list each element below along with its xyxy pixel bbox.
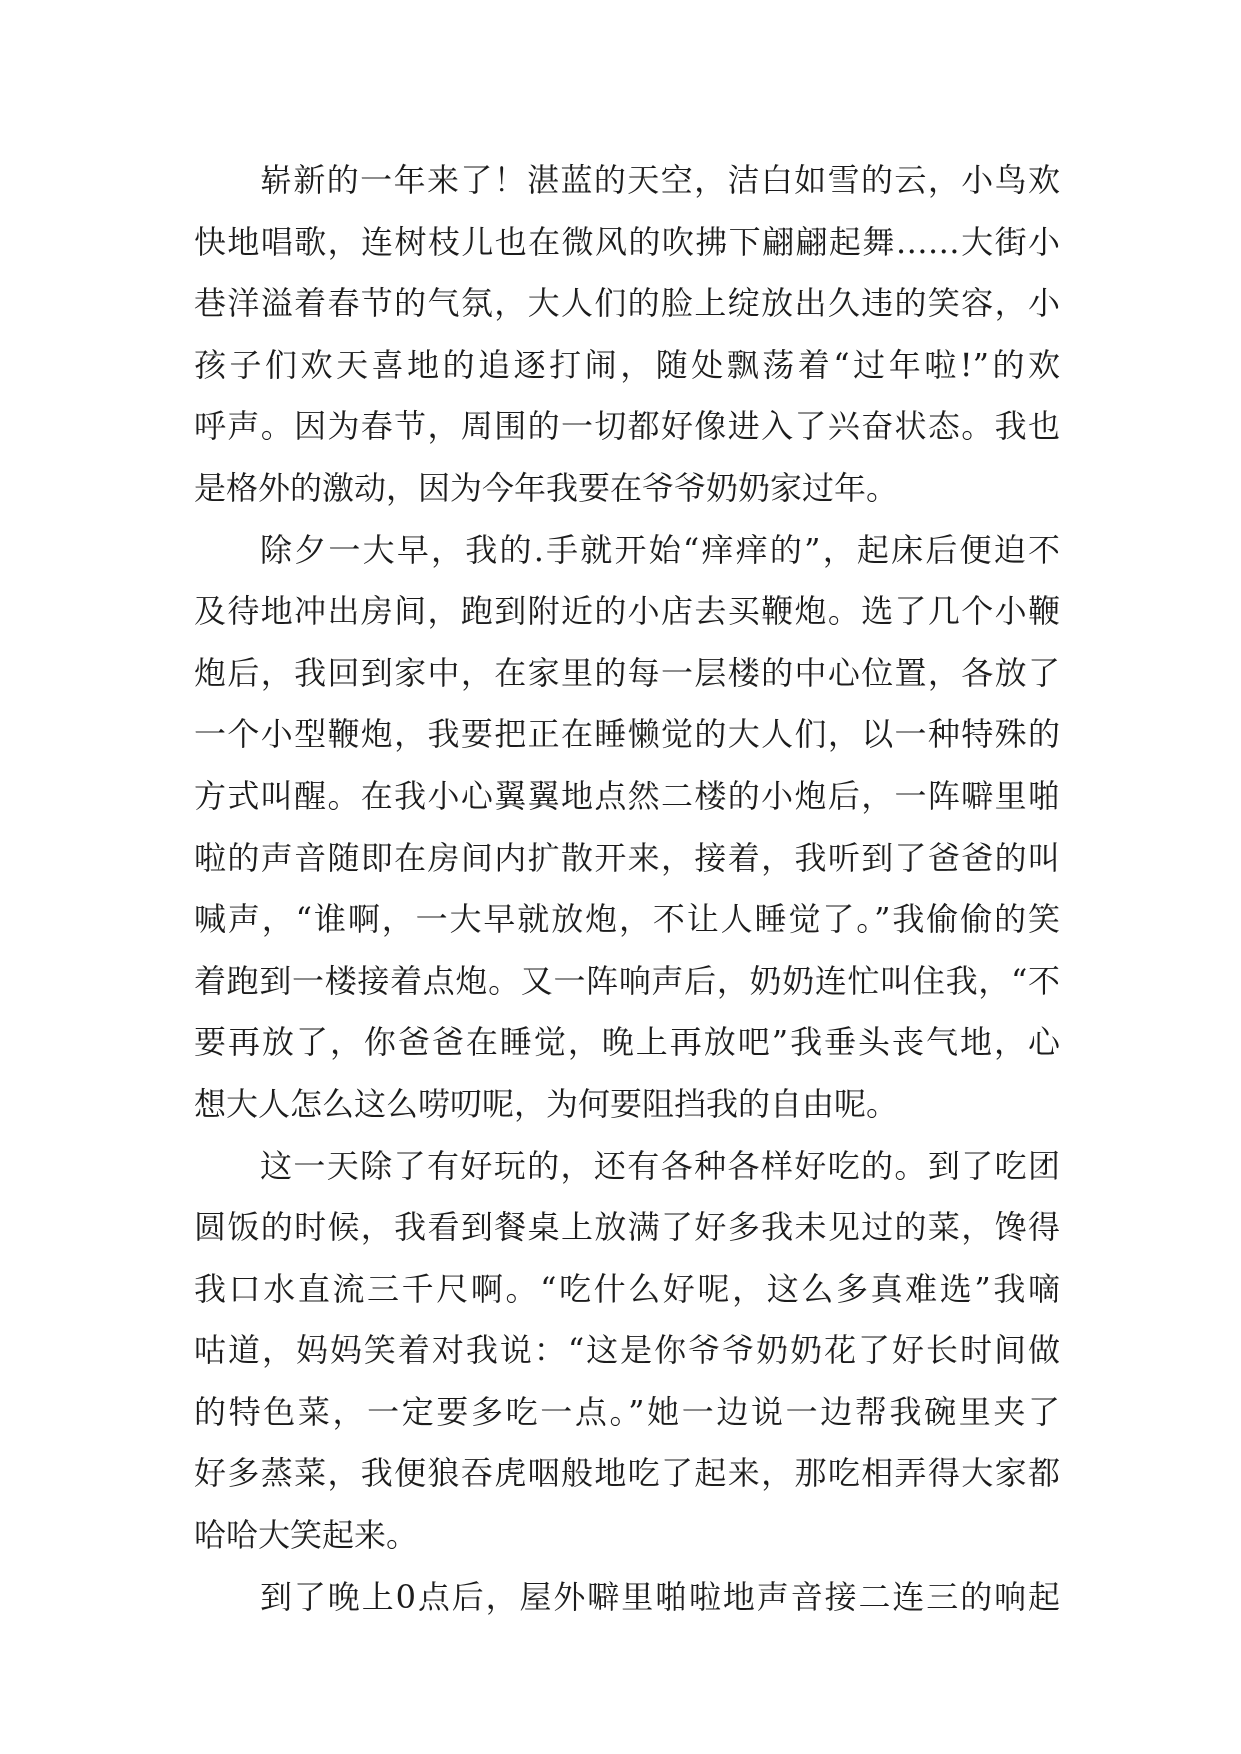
paragraph (194, 520, 1060, 1136)
text-line: 是格外的激动，因为今年我要在爷爷奶奶家过年。 (194, 468, 899, 507)
text-line: 及待地冲出房间，跑到附近的小店去买鞭炮。选了几个小鞭 (194, 592, 1060, 631)
text-line: 到了晚上0点后，屋外噼里啪啦地声音接二连三的响起 (260, 1577, 1060, 1616)
text-line: 一个小型鞭炮，我要把正在睡懒觉的大人们，以一种特殊的 (194, 715, 1060, 754)
text-line: 的特色菜，一定要多吃一点。”她一边说一边帮我碗里夹了 (194, 1392, 1060, 1431)
text-line: 咕道，妈妈笑着对我说：“这是你爷爷奶奶花了好长时间做 (194, 1331, 1060, 1370)
paragraph (194, 1136, 1060, 1567)
text-line: 除夕一大早，我的.手就开始“痒痒的”，起床后便迫不 (260, 530, 1060, 569)
text-line: 呼声。因为春节，周围的一切都好像进入了兴奋状态。我也 (194, 407, 1060, 446)
text-line: 这一天除了有好玩的，还有各种各样好吃的。到了吃团 (260, 1146, 1060, 1185)
text-line: 快地唱歌，连树枝儿也在微风的吹拂下翩翩起舞……大街小 (194, 222, 1060, 261)
text-line: 哈哈大笑起来。 (194, 1516, 419, 1555)
text-line: 喊声，“谁啊，一大早就放炮，不让人睡觉了。”我偷偷的笑 (194, 900, 1060, 939)
text-line: 啦的声音随即在房间内扩散开来，接着，我听到了爸爸的叫 (194, 838, 1060, 877)
text-line: 炮后，我回到家中，在家里的每一层楼的中心位置，各放了 (194, 653, 1060, 692)
text-line: 方式叫醒。在我小心翼翼地点然二楼的小炮后，一阵噼里啪 (194, 776, 1060, 815)
body-text (194, 150, 1060, 1628)
text-line: 想大人怎么这么唠叨呢，为何要阻挡我的自由呢。 (194, 1084, 899, 1123)
paragraph (194, 150, 1060, 520)
text-line: 好多蒸菜，我便狼吞虎咽般地吃了起来，那吃相弄得大家都 (194, 1454, 1060, 1493)
text-line: 巷洋溢着春节的气氛，大人们的脸上绽放出久违的笑容，小 (194, 284, 1060, 323)
text-line: 要再放了，你爸爸在睡觉，晚上再放吧”我垂头丧气地，心 (194, 1023, 1060, 1062)
paragraph (194, 1567, 1060, 1629)
text-line: 崭新的一年来了！湛蓝的天空，洁白如雪的云，小鸟欢 (260, 161, 1060, 199)
text-line: 着跑到一楼接着点炮。又一阵响声后，奶奶连忙叫住我，“不 (194, 961, 1060, 1000)
text-line: 圆饭的时候，我看到餐桌上放满了好多我未见过的菜，馋得 (194, 1208, 1060, 1247)
text-line: 孩子们欢天喜地的追逐打闹，随处飘荡着“过年啦!”的欢 (194, 345, 1060, 384)
text-line: 我口水直流三千尺啊。“吃什么好呢，这么多真难选”我嘀 (194, 1269, 1060, 1308)
